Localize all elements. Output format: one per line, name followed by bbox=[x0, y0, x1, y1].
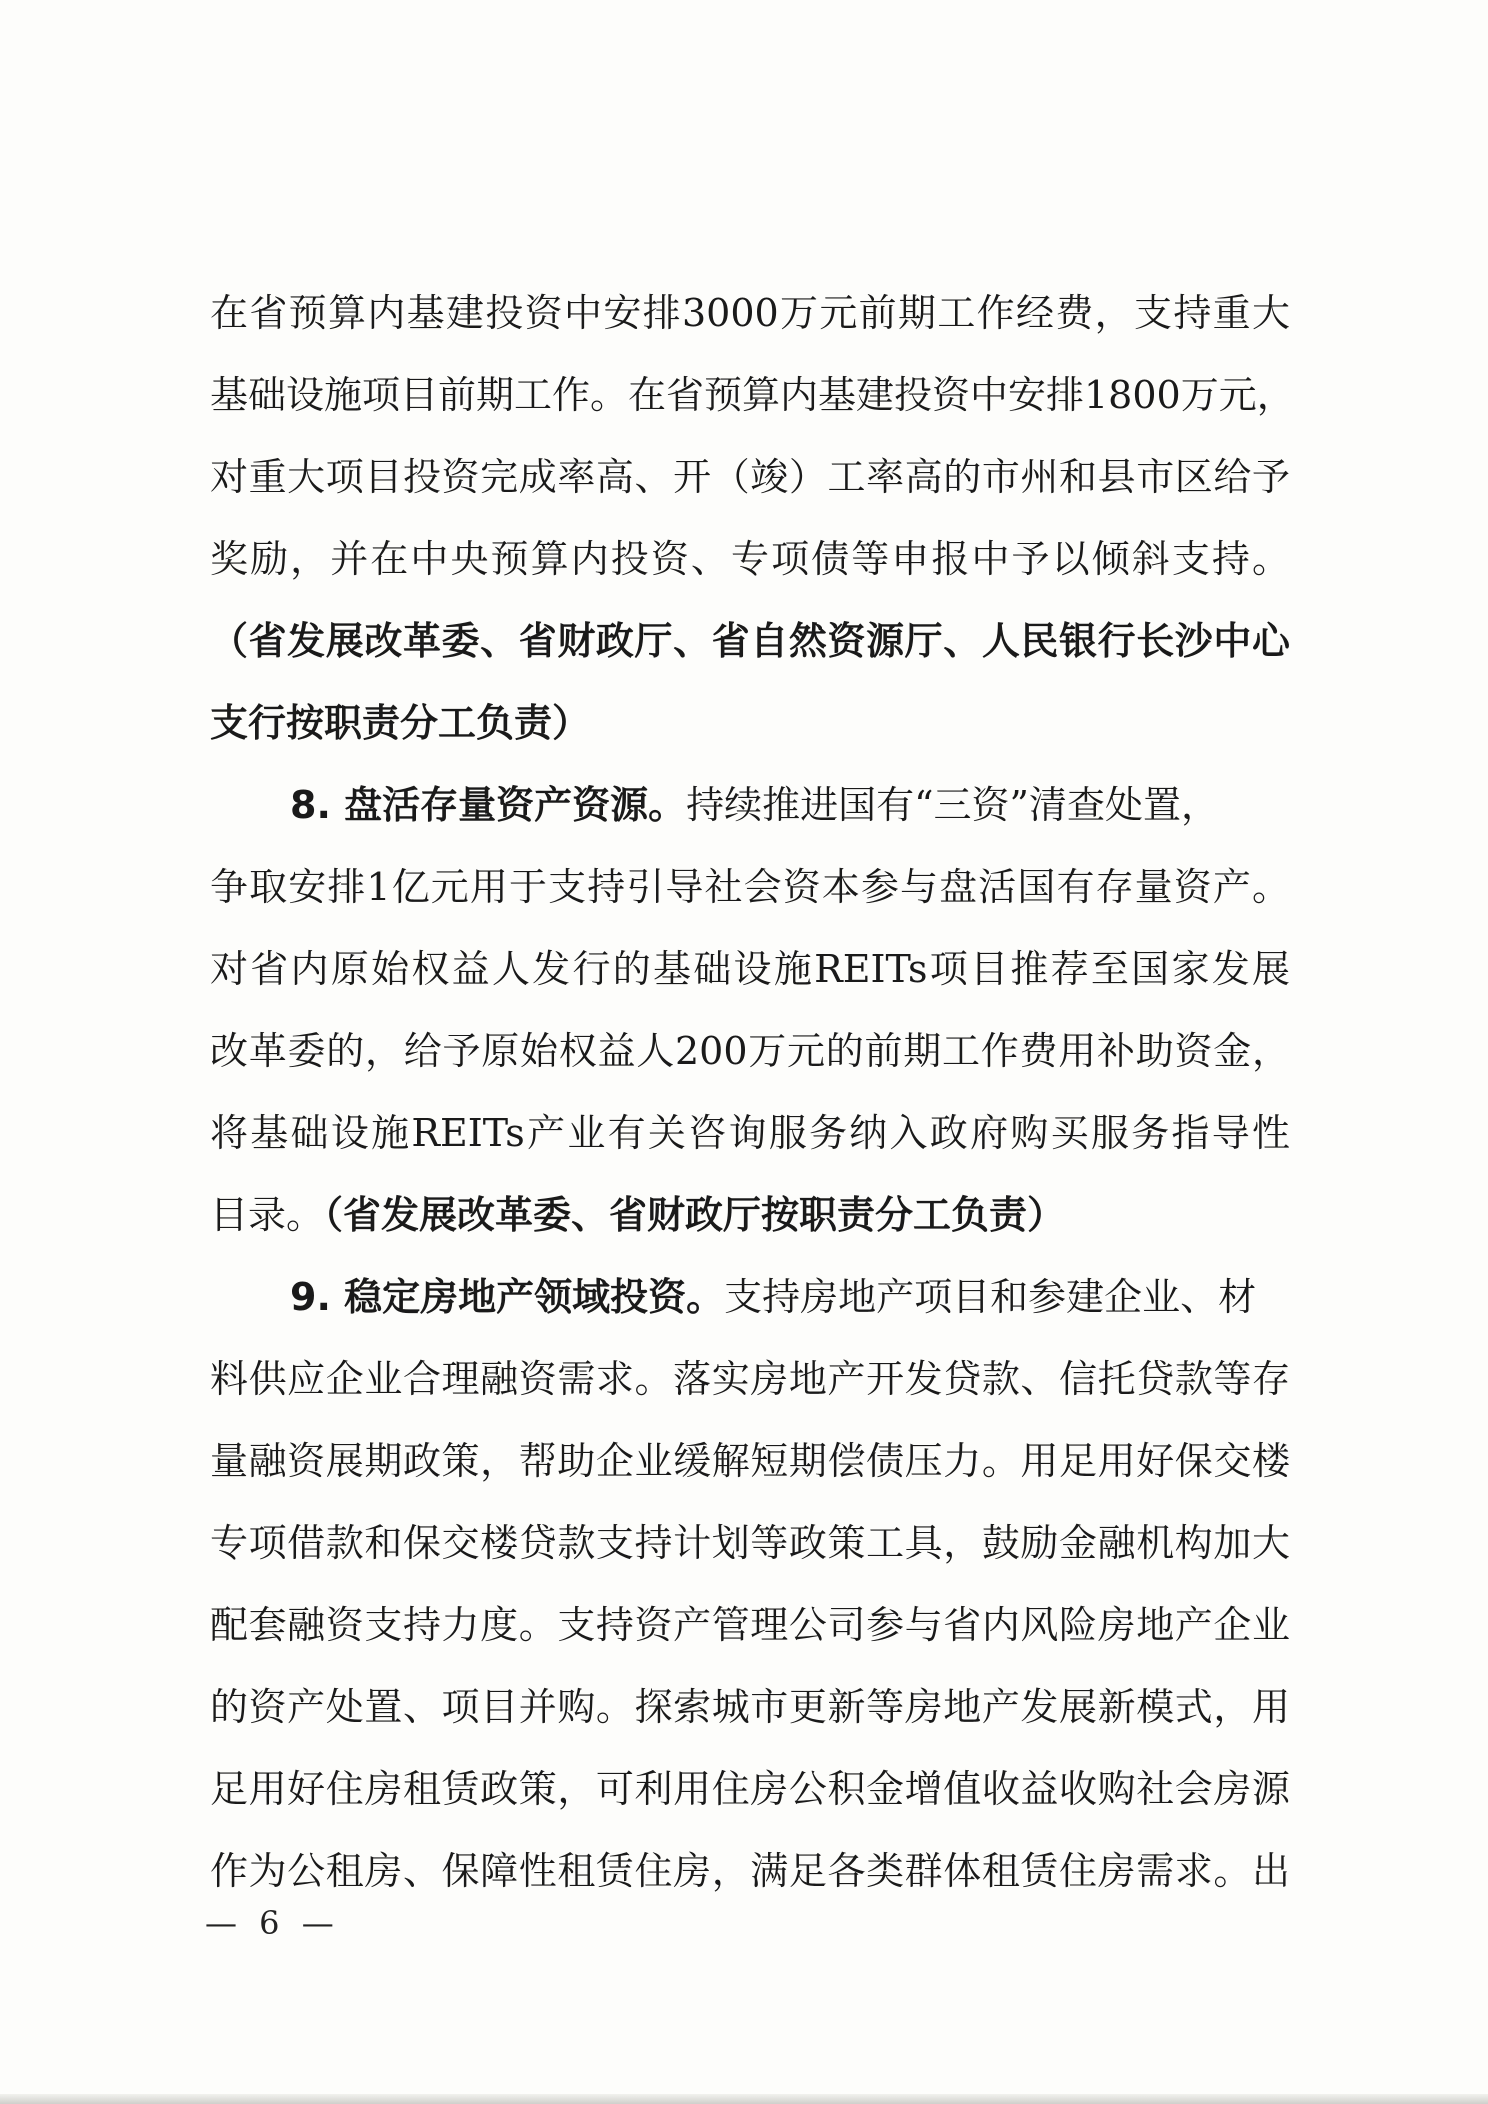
text-line bbox=[210, 1830, 1290, 1912]
line-text: 量融资展期政策，帮助企业缓解短期偿债压力。用足用好保交楼 bbox=[210, 1439, 1290, 1483]
line-text: 专项借款和保交楼贷款支持计划等政策工具，鼓励金融机构加大 bbox=[210, 1521, 1290, 1565]
line-text: 对省内原始权益人发行的基础设施REITs项目推荐至国家发展 bbox=[210, 947, 1290, 991]
text-line bbox=[210, 928, 1290, 1010]
line-text: 目录。 bbox=[210, 1193, 325, 1237]
section-9-heading: 9. 稳定房地产领域投资。 bbox=[290, 1275, 725, 1319]
section-8-heading: 8. 盘活存量资产资源。 bbox=[290, 783, 687, 827]
page-number: — 6 — bbox=[205, 1904, 340, 1942]
scan-bottom-edge bbox=[0, 2094, 1488, 2104]
line-text: 支行按职责分工负责） bbox=[210, 701, 591, 745]
text-line bbox=[210, 1502, 1290, 1584]
line-text: 在省预算内基建投资中安排3000万元前期工作经费，支持重大 bbox=[210, 291, 1290, 335]
text-line bbox=[210, 436, 1290, 518]
text-line bbox=[210, 1092, 1290, 1174]
line-text: 将基础设施REITs产业有关咨询服务纳入政府购买服务指导性 bbox=[210, 1111, 1290, 1155]
line-text: 奖励，并在中央预算内投资、专项债等申报中予以倾斜支持。 bbox=[210, 537, 1290, 581]
text-line bbox=[210, 1584, 1290, 1666]
body-text bbox=[210, 272, 1295, 1912]
line-text: 持续推进国有“三资”清查处置， bbox=[686, 783, 1219, 827]
text-line bbox=[210, 1666, 1290, 1748]
line-text: 改革委的，给予原始权益人200万元的前期工作费用补助资金， bbox=[210, 1029, 1290, 1073]
text-line bbox=[210, 272, 1290, 354]
text-line bbox=[210, 518, 1290, 600]
line-text: 作为公租房、保障性租赁住房，满足各类群体租赁住房需求。出 bbox=[210, 1849, 1290, 1893]
line-text: 支持房地产项目和参建企业、材 bbox=[724, 1275, 1257, 1319]
text-line bbox=[210, 354, 1295, 436]
text-line bbox=[210, 1420, 1290, 1502]
line-text: 对重大项目投资完成率高、开（竣）工率高的市州和县市区给予 bbox=[210, 455, 1290, 499]
text-line bbox=[210, 1338, 1290, 1420]
text-line bbox=[210, 1174, 1290, 1256]
line-text: 争取安排1亿元用于支持引导社会资本参与盘活国有存量资产。 bbox=[210, 865, 1290, 909]
text-line-responsible-agencies bbox=[210, 600, 1290, 682]
text-line bbox=[210, 1748, 1290, 1830]
text-line-responsible-agencies bbox=[210, 682, 1290, 764]
line-text: 料供应企业合理融资需求。落实房地产开发贷款、信托贷款等存 bbox=[210, 1357, 1290, 1401]
line-text: 的资产处置、项目并购。探索城市更新等房地产发展新模式，用 bbox=[210, 1685, 1290, 1729]
line-text: 足用好住房租赁政策，可利用住房公积金增值收益收购社会房源 bbox=[210, 1767, 1290, 1811]
line-text: （省发展改革委、省财政厅、省自然资源厅、人民银行长沙中心 bbox=[210, 619, 1290, 663]
text-line bbox=[210, 846, 1290, 928]
section-8-first-line bbox=[210, 764, 1290, 846]
text-line bbox=[210, 1010, 1290, 1092]
line-text: 配套融资支持力度。支持资产管理公司参与省内风险房地产企业 bbox=[210, 1603, 1290, 1647]
line-text: 基础设施项目前期工作。在省预算内基建投资中安排1800万元， bbox=[210, 373, 1295, 417]
responsible-agencies: （省发展改革委、省财政厅按职责分工负责） bbox=[324, 1193, 1066, 1237]
section-9-first-line bbox=[210, 1256, 1290, 1338]
